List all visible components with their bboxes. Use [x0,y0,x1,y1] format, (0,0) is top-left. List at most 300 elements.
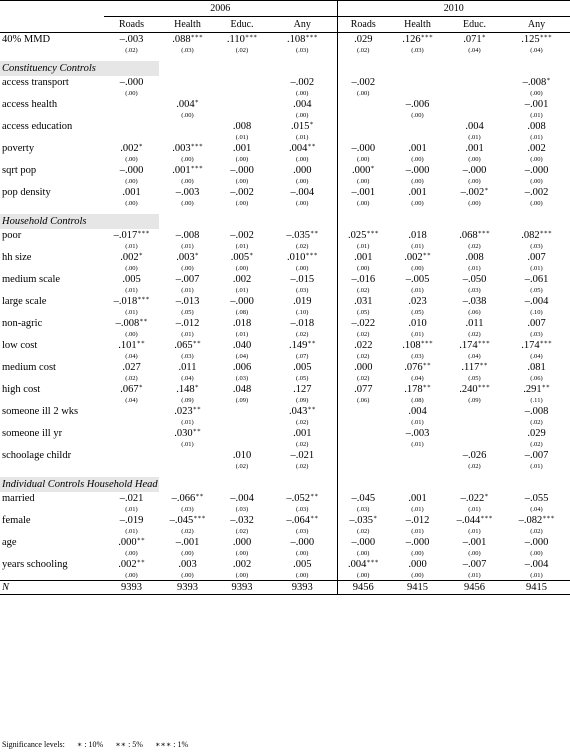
significance-stars: ∗∗∗ [137,295,150,302]
coefficient-cell [268,76,337,88]
coefficient-cell [159,295,216,307]
standard-error [104,110,159,120]
row-label: sqrt pop [2,164,37,176]
significance-stars: ∗∗ [422,361,431,368]
standard-error: (.00) [268,176,337,186]
standard-error: (.00) [268,198,337,208]
coefficient-cell [268,427,337,439]
standard-error: (.01) [530,111,543,119]
coefficient-cell [337,536,389,548]
corner-cell [0,1,104,17]
coefficient-cell [159,558,216,570]
footnote-level: ∗∗ : 5% [115,740,143,749]
table-row [0,514,570,526]
standard-error: (.02) [268,461,337,471]
footnote-level: ∗ : 10% [76,740,104,749]
significance-stars: ∗ [373,514,378,521]
coefficient-value: –.003 [175,186,200,198]
coefficient-value: –.066 [171,492,196,504]
footnote-label: Significance levels: [2,740,65,749]
coefficient-value: .067 [120,383,139,395]
coefficient-value: .001 [408,492,427,504]
significance-stars: ∗ [194,98,199,105]
table-row [0,120,570,132]
standard-error: (.10) [268,307,337,317]
coefficient-cell [446,339,503,351]
standard-error-row [0,548,570,558]
standard-error: (.02) [268,439,337,449]
coefficient-cell [268,251,337,263]
coefficient-cell [104,492,159,504]
standard-error: (.04) [468,352,481,360]
standard-error: (.10) [530,308,543,316]
empty-cell [0,373,104,383]
coefficient-value: –.007 [462,558,487,570]
coefficient-cell [446,229,503,241]
standard-error [446,439,503,449]
row-label: medium cost [2,361,56,373]
significance-stars: ∗∗ [139,317,148,324]
empty-cell [503,477,570,492]
coefficient-cell [503,449,570,461]
standard-error: (.04) [530,352,543,360]
coefficient-value: –.019 [119,514,144,526]
standard-error: (.02) [468,462,481,470]
coefficient-value: –.000 [405,536,430,548]
standard-error: (.05) [357,308,370,316]
coefficient-value: –.000 [462,164,487,176]
coefficient-value: .004 [288,142,308,154]
standard-error-row [0,417,570,427]
standard-error: (.00) [411,264,424,272]
coefficient-value: –.000 [119,76,144,88]
standard-error-row [0,504,570,514]
coefficient-value: .110 [226,33,245,45]
coefficient-cell [337,98,389,110]
row-label: years schooling [2,558,68,570]
standard-error-row [0,110,570,120]
standard-error [337,132,389,142]
coefficient-value: .003 [178,558,197,570]
empty-cell [0,395,104,405]
table-row [0,251,570,263]
observation-count: 9456 [337,581,389,595]
coefficient-cell [216,383,268,395]
table-row [0,449,570,461]
coefficient-value: –.004 [524,558,549,570]
coefficient-value: .002 [120,142,139,154]
coefficient-cell [216,251,268,263]
year-header-row [0,1,570,17]
standard-error: (.01) [181,330,194,338]
significance-stars: ∗ [546,76,551,83]
coefficient-value: .174 [459,339,478,351]
standard-error: (.03) [411,352,424,360]
coefficient-value: .082 [521,229,540,241]
coefficient-cell [337,339,389,351]
coefficient-cell [268,229,337,241]
coefficient-cell [216,492,268,504]
coefficient-cell [446,558,503,570]
coefficient-value: .065 [174,339,193,351]
coefficient-value: .002 [120,251,139,263]
coefficient-value: .178 [404,383,423,395]
year-2010-header: 2010 [337,1,570,17]
standard-error: (.01) [235,286,249,294]
coefficient-value: .000 [354,361,373,373]
coefficient-cell [104,120,159,132]
section-header-row [0,214,570,229]
standard-error: (.00) [411,155,424,163]
coefficient-value: .027 [122,361,141,373]
standard-error: (.00) [530,89,543,97]
significance-stars: ∗∗∗ [305,251,318,258]
coefficient-value: .001 [293,427,312,439]
coefficient-value: .008 [232,120,252,132]
coefficient-cell [159,317,216,329]
coefficient-value: .004 [176,98,195,110]
coefficient-cell [503,536,570,548]
coefficient-value: .023 [174,405,193,417]
standard-error: (.01) [411,505,424,513]
coefficient-value: –.045 [169,514,194,526]
column-header: Any [503,17,570,33]
standard-error: (.02) [468,242,481,250]
standard-error: (.01) [411,242,424,250]
standard-error: (.00) [468,155,481,163]
standard-error: (.00) [357,177,370,185]
standard-error: (.01) [268,132,337,142]
coefficient-cell [503,164,570,176]
coefficient-cell [159,361,216,373]
significance-stars: ∗ [138,251,143,258]
standard-error: (.00) [530,549,543,557]
coefficient-cell [503,76,570,88]
coefficient-value: –.008 [522,76,547,88]
standard-error: (.00) [125,89,138,97]
coefficient-cell [104,536,159,548]
standard-error: (.06) [357,396,370,404]
coefficient-value: .076 [404,361,423,373]
standard-error: (.00) [468,177,481,185]
coefficient-value: .002 [232,558,252,570]
standard-error: (.02) [357,352,370,360]
coefficient-cell [503,427,570,439]
row-label: married [2,492,35,504]
standard-error: (.01) [235,242,249,250]
coefficient-cell [389,339,446,351]
corner-cell [0,17,104,33]
coefficient-value: –.021 [290,449,315,461]
year-2006-header: 2006 [104,1,337,17]
standard-error [389,88,446,98]
significance-stars: ∗ [309,120,314,127]
standard-error: (.02) [235,462,249,470]
standard-error: (.05) [530,286,543,294]
empty-cell [446,214,503,229]
coefficient-cell [337,405,389,417]
observations-row [0,581,570,595]
standard-error: (.00) [530,155,543,163]
coefficient-value: .031 [354,295,373,307]
row-label: non-agric [2,317,43,329]
coefficient-cell [337,449,389,461]
standard-error: (.01) [530,462,543,470]
coefficient-value: .005 [293,361,312,373]
coefficient-value: –.052 [286,492,310,504]
coefficient-value: .101 [118,339,137,351]
coefficient-cell [389,317,446,329]
coefficient-cell [216,449,268,461]
coefficient-cell [268,361,337,373]
empty-cell [446,477,503,492]
row-label: medium scale [2,273,61,285]
table-row [0,98,570,110]
significance-stars: ∗ [138,383,143,390]
row-label: large scale [2,295,47,307]
table-row [0,405,570,417]
standard-error: (.09) [468,396,481,404]
observation-count: 9415 [389,581,446,595]
standard-error: (.01) [125,308,138,316]
coefficient-cell [337,76,389,88]
coefficient-cell [268,449,337,461]
coefficient-cell [104,361,159,373]
empty-cell [337,61,389,76]
coefficient-value: –.044 [456,514,481,526]
empty-cell [389,477,446,492]
standard-error-row [0,307,570,317]
standard-error: (.02) [530,440,543,448]
coefficient-value: –.005 [405,273,430,285]
significance-stars: ∗∗∗ [420,33,433,40]
coefficient-cell [216,164,268,176]
coefficient-cell [446,427,503,439]
coefficient-cell [268,120,337,132]
coefficient-cell [216,514,268,526]
coefficient-cell [503,273,570,285]
standard-error: (.05) [411,308,424,316]
standard-error [216,88,268,98]
standard-error: (.11) [530,396,543,404]
coefficient-cell [389,361,446,373]
coefficient-value: –.004 [524,295,549,307]
empty-cell [216,214,268,229]
standard-error: (.02) [530,527,543,535]
coefficient-cell [104,449,159,461]
coefficient-cell [216,273,268,285]
standard-error: (.08) [235,308,249,316]
coefficient-cell [268,492,337,504]
empty-cell [0,241,104,251]
coefficient-cell [268,164,337,176]
significance-stars: ∗ [138,142,143,149]
coefficient-value: –.045 [351,492,376,504]
coefficient-cell [337,361,389,373]
coefficient-value: .011 [465,317,484,329]
coefficient-cell [389,33,446,46]
significance-stars: ∗∗ [136,558,145,565]
empty-cell [0,110,104,120]
coefficient-cell [159,98,216,110]
standard-error: (.00) [235,549,249,557]
standard-error: (.00) [181,549,194,557]
coefficient-value: .018 [408,229,427,241]
coefficient-value: .048 [232,383,252,395]
coefficient-value: .002 [232,273,252,285]
coefficient-value: –.002 [460,186,485,198]
coefficient-value: .291 [523,383,542,395]
standard-error: (.00) [235,177,249,185]
standard-error: (.04) [530,505,543,513]
row-label: low cost [2,339,38,351]
coefficient-value: –.018 [113,295,138,307]
significance-stars: ∗∗ [192,339,201,346]
standard-error: (.03) [268,285,337,295]
standard-error-row [0,373,570,383]
table-row [0,339,570,351]
coefficient-cell [446,142,503,154]
table-row [0,164,570,176]
observation-count: 9456 [446,581,503,595]
coefficient-cell [446,273,503,285]
empty-cell [0,548,104,558]
coefficient-cell [337,514,389,526]
standard-error: (.02) [357,330,370,338]
standard-error: (.02) [125,46,138,54]
coefficient-cell [337,251,389,263]
coefficient-cell [337,120,389,132]
standard-error: (.00) [357,89,370,97]
coefficient-cell [268,339,337,351]
coefficient-value: .126 [402,33,421,45]
coefficient-value: –.008 [175,229,200,241]
coefficient-cell [503,405,570,417]
significance-stars: ∗∗ [422,251,431,258]
table-row [0,186,570,198]
standard-error: (.05) [268,373,337,383]
standard-error: (.03) [530,330,543,338]
coefficient-value: .011 [178,361,197,373]
coefficient-cell [389,383,446,395]
standard-error-row [0,395,570,405]
significance-stars: ∗∗∗ [190,142,203,149]
standard-error: (.03) [268,526,337,536]
standard-error: (.00) [468,199,481,207]
significance-stars: ∗∗∗ [539,229,552,236]
standard-error: (.02) [268,241,337,251]
coefficient-value: .003 [172,142,191,154]
coefficient-cell [389,186,446,198]
coefficient-cell [503,186,570,198]
column-header: Educ. [446,17,503,33]
coefficient-value: .125 [521,33,540,45]
coefficient-cell [389,251,446,263]
coefficient-value: –.000 [119,164,144,176]
coefficient-cell [337,558,389,570]
coefficient-value: .001 [408,142,427,154]
row-label: access transport [2,76,69,88]
coefficient-value: –.061 [524,273,549,285]
significance-footnote [2,740,198,749]
significance-stars: ∗ [249,251,254,258]
empty-cell [389,214,446,229]
coefficient-value: –.000 [524,164,549,176]
column-header: Health [389,17,446,33]
significance-stars: ∗∗∗ [480,514,493,521]
coefficient-cell [159,536,216,548]
coefficient-cell [503,492,570,504]
section-header: Constituency Controls [0,61,159,76]
standard-error: (.03) [468,286,481,294]
coefficient-value: .029 [527,427,546,439]
coefficient-cell [389,76,446,88]
coefficient-cell [446,251,503,263]
significance-stars: ∗∗ [192,427,201,434]
coefficient-cell [216,76,268,88]
column-header: Roads [337,17,389,33]
coefficient-value: –.038 [462,295,487,307]
coefficient-value: .108 [402,339,421,351]
significance-stars: ∗∗ [307,339,316,346]
empty-cell [503,61,570,76]
table-body [0,33,570,595]
coefficient-cell [446,98,503,110]
coefficient-value: .001 [354,251,373,263]
coefficient-value: –.000 [405,164,430,176]
standard-error: (.00) [268,154,337,164]
standard-error: (.02) [235,46,249,54]
coefficient-cell [159,142,216,154]
standard-error [337,417,389,427]
coefficient-cell [104,427,159,439]
coefficient-cell [104,295,159,307]
standard-error: (.01) [468,527,481,535]
coefficient-cell [268,536,337,548]
standard-error: (.03) [235,505,249,513]
standard-error: (.00) [268,548,337,558]
coefficient-value: –.012 [175,317,200,329]
coefficient-cell [446,514,503,526]
coefficient-cell [159,186,216,198]
coefficient-cell [104,76,159,88]
standard-error: (.00) [235,155,249,163]
standard-error: (.01) [125,242,138,250]
coefficient-value: –.004 [290,186,315,198]
column-header-row [0,17,570,33]
standard-error-row [0,132,570,142]
coefficient-cell [446,186,503,198]
standard-error: (.03) [357,505,370,513]
standard-error: (.00) [530,199,543,207]
coefficient-cell [503,33,570,46]
coefficient-value: .004 [465,120,484,132]
standard-error: (.09) [235,396,249,404]
table-row [0,383,570,395]
coefficient-value: .022 [354,339,373,351]
empty-cell [216,61,268,76]
standard-error: (.01) [411,440,424,448]
coefficient-value: .000 [118,536,137,548]
row-label: schoolage childr [2,449,72,461]
coefficient-cell [503,317,570,329]
empty-cell [0,198,104,208]
coefficient-value: .010 [232,449,252,461]
standard-error: (.00) [125,549,138,557]
column-header: Educ. [216,17,268,33]
coefficient-cell [503,229,570,241]
table-row [0,427,570,439]
